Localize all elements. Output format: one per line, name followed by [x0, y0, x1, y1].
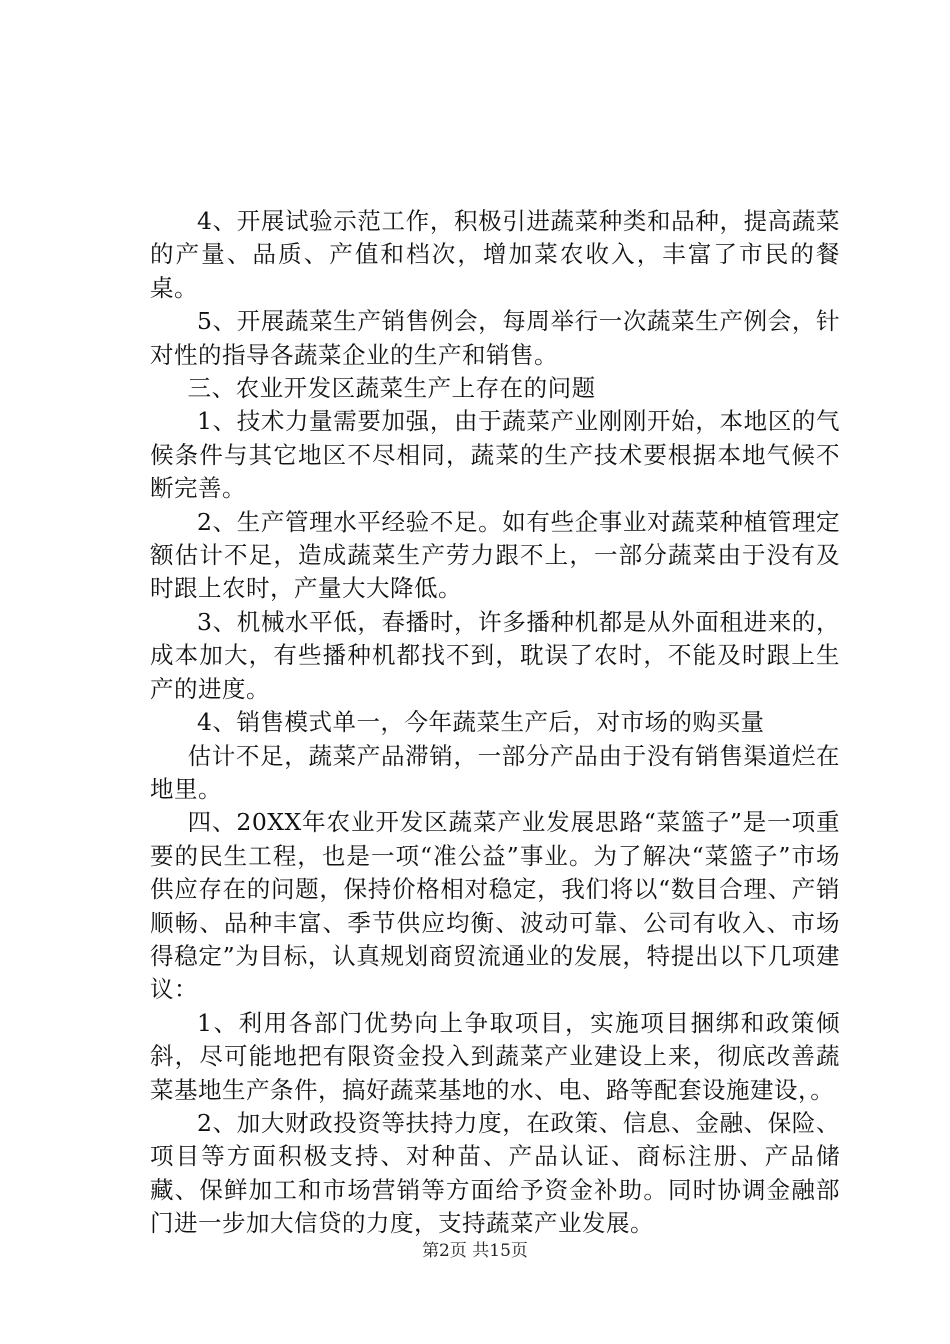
paragraph-demo-work: 4、开展试验示范工作，积极引进蔬菜种类和品种，提高蔬菜的产量、品质、产值和档次，增加菜农收入，丰富了市民的餐桌。: [150, 207, 840, 302]
page-number-footer: 第2页 共15页: [422, 1241, 528, 1261]
paragraph-development-ideas: 四、20XX年农业开发区蔬菜产业发展思路“菜篮子”是一项重要的民生工程，也是一项“准公益”事业。为了解决“菜篮子”市场供应存在的问题，保持价格相对稳定，我们将以“数目合理、产销顺畅、品种丰富、季节供应均衡、波动可靠、公司有收入、市场得稳定”为目标，认真规划商贸流通业的发展，特提出以下几项建议：: [150, 808, 840, 1004]
paragraph-suggestion-finance: 2、加大财政投资等扶持力度，在政策、信息、金融、保险、项目等方面积极支持、对种苗、产品认证、商标注册、产品储藏、保鲜加工和市场营销等方面给予资金补助。同时协调金融部门进一步加大信贷的力度，支持蔬菜产业发展。: [150, 1108, 840, 1238]
paragraph-technical-strength: 1、技术力量需要加强，由于蔬菜产业刚刚开始，本地区的气候条件与其它地区不尽相同，蔬菜的生产技术要根据本地气候不断完善。: [150, 407, 840, 503]
paragraph-sales-model: 4、销售模式单一，今年蔬菜生产后，对市场的购买量: [197, 708, 765, 737]
document-body: [150, 205, 840, 1241]
paragraph-management-experience: 2、生产管理水平经验不足。如有些企事业对蔬菜种植管理定额估计不足，造成蔬菜生产劳力跟不上，一部分蔬菜由于没有及时跟上农时，产量大大降低。: [150, 507, 840, 603]
paragraph-suggestion-projects: 1、利用各部门优势向上争取项目，实施项目捆绑和政策倾斜，尽可能地把有限资金投入到蔬菜产业建设上来，彻底改善蔬菜基地生产条件，搞好蔬菜基地的水、电、路等配套设施建设，。: [150, 1008, 840, 1104]
paragraph-sales-meeting: 5、开展蔬菜生产销售例会，每周举行一次蔬菜生产例会，针对性的指导各蔬菜企业的生产和销售。: [150, 307, 840, 369]
section-heading-problems: 三、农业开发区蔬菜生产上存在的问题: [187, 374, 596, 403]
paragraph-mechanization: 3、机械水平低，春播时，许多播种机都是从外面租进来的，成本加大，有些播种机都找不到，耽误了农时，不能及时跟上生产的进度。: [150, 607, 840, 703]
paragraph-sales-model-continued: 估计不足，蔬菜产品滞销，一部分产品由于没有销售渠道烂在地里。: [150, 741, 840, 803]
